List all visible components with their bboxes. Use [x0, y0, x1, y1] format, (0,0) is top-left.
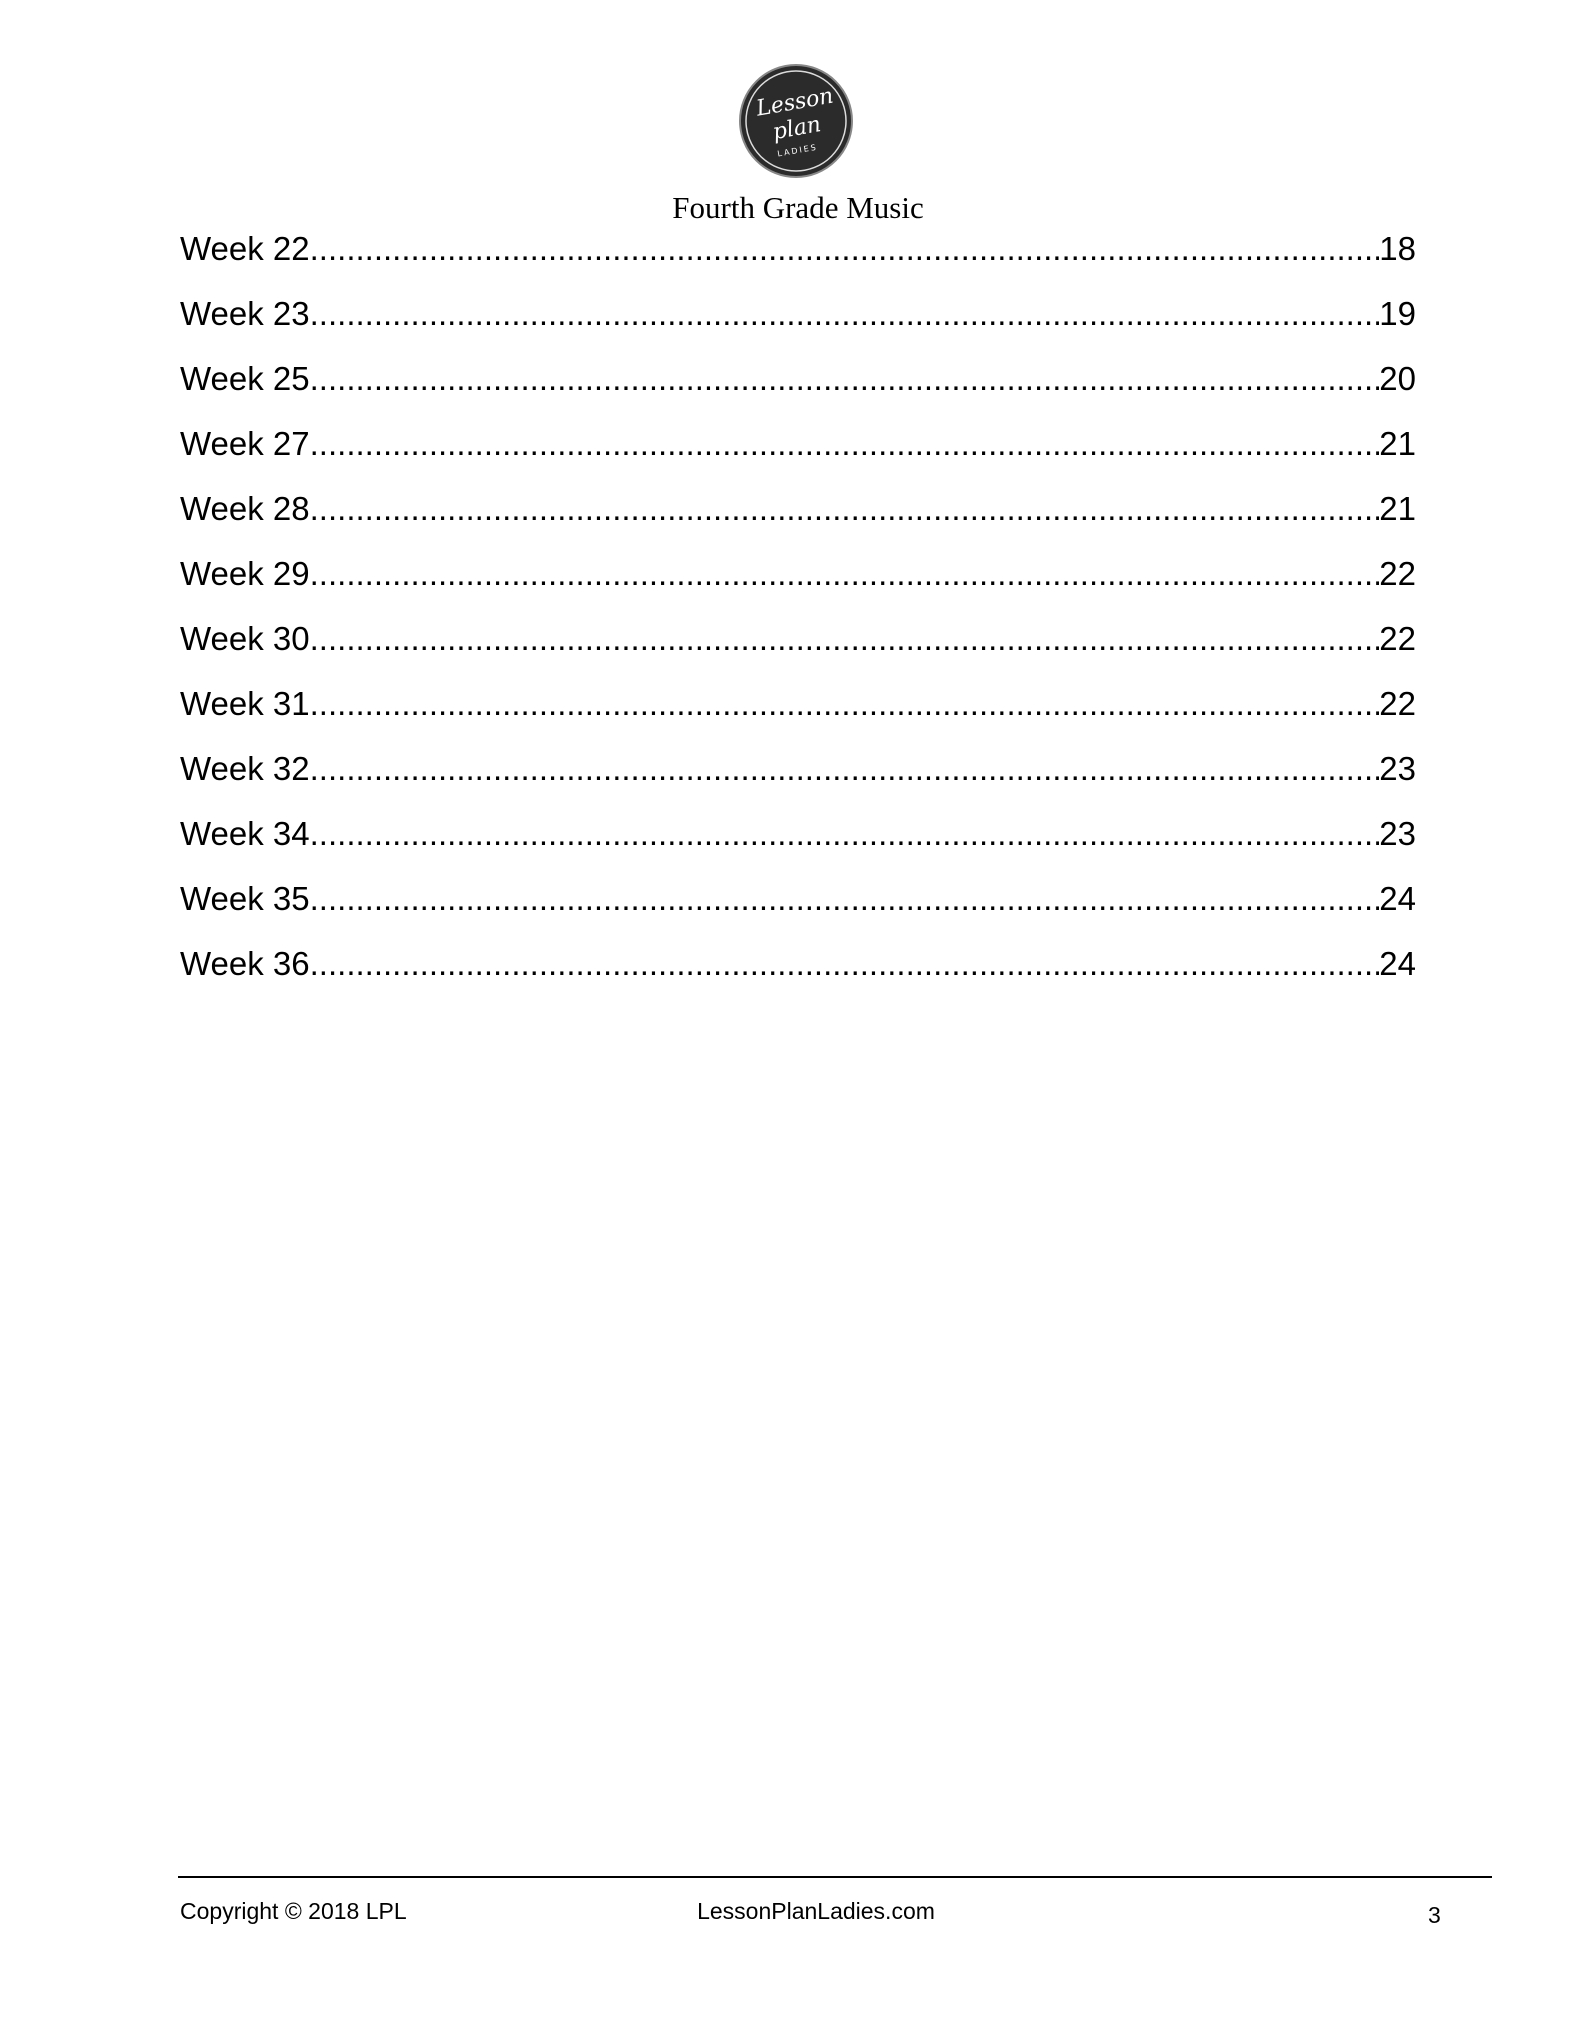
- toc-entry[interactable]: [180, 551, 1416, 616]
- toc-entry[interactable]: [180, 421, 1416, 486]
- toc-entry-label: Week 31: [180, 685, 310, 722]
- table-of-contents: [180, 226, 1416, 1006]
- toc-entry-page: 22: [1379, 620, 1416, 657]
- toc-entry[interactable]: [180, 681, 1416, 746]
- toc-dot-leader: [310, 486, 1380, 532]
- toc-entry-label: Week 22: [180, 230, 310, 267]
- toc-entry-page: 24: [1379, 945, 1416, 982]
- toc-entry-label: Week 28: [180, 490, 310, 527]
- toc-entry-label: Week 32: [180, 750, 310, 787]
- toc-entry[interactable]: [180, 746, 1416, 811]
- toc-dot-leader: [310, 746, 1380, 792]
- toc-entry[interactable]: [180, 291, 1416, 356]
- lesson-plan-ladies-logo: [738, 63, 854, 179]
- toc-entry-label: Week 34: [180, 815, 310, 852]
- toc-entry[interactable]: [180, 356, 1416, 421]
- logo-text-lesson: Lesson: [754, 83, 836, 122]
- toc-dot-leader: [310, 226, 1380, 272]
- toc-dot-leader: [310, 811, 1380, 857]
- toc-entry-page: 23: [1379, 750, 1416, 787]
- toc-dot-leader: [310, 551, 1380, 597]
- document-title: Fourth Grade Music: [672, 190, 924, 225]
- toc-entry[interactable]: [180, 941, 1416, 1006]
- toc-entry[interactable]: [180, 226, 1416, 291]
- toc-entry-label: Week 35: [180, 880, 310, 917]
- footer-website: [0, 1896, 1596, 1926]
- toc-entry-label: Week 23: [180, 295, 310, 332]
- toc-dot-leader: [310, 616, 1380, 662]
- toc-entry-page: 21: [1379, 425, 1416, 462]
- toc-entry-page: 22: [1379, 685, 1416, 722]
- toc-entry-page: 24: [1379, 880, 1416, 917]
- toc-entry[interactable]: [180, 811, 1416, 876]
- footer-divider: [178, 1876, 1492, 1878]
- toc-dot-leader: [310, 291, 1380, 337]
- toc-entry[interactable]: [180, 876, 1416, 941]
- toc-dot-leader: [310, 876, 1380, 922]
- toc-entry-label: Week 36: [180, 945, 310, 982]
- toc-entry[interactable]: [180, 486, 1416, 551]
- footer-website-text: LessonPlanLadies.com: [697, 1898, 935, 1924]
- footer-page-number: 3: [1428, 1902, 1441, 1928]
- toc-entry-page: 21: [1379, 490, 1416, 527]
- toc-entry-page: 22: [1379, 555, 1416, 592]
- logo-text-ladies: LADIES: [776, 142, 819, 159]
- toc-entry-label: Week 30: [180, 620, 310, 657]
- logo-text-plan: plan: [770, 112, 823, 146]
- toc-dot-leader: [310, 681, 1380, 727]
- toc-entry-page: 20: [1379, 360, 1416, 397]
- toc-entry-label: Week 29: [180, 555, 310, 592]
- toc-dot-leader: [310, 421, 1380, 467]
- toc-entry-label: Week 27: [180, 425, 310, 462]
- toc-dot-leader: [310, 356, 1380, 402]
- footer-copyright: Copyright © 2018 LPL: [180, 1898, 407, 1924]
- toc-entry-page: 18: [1379, 230, 1416, 267]
- toc-entry-page: 23: [1379, 815, 1416, 852]
- toc-entry-page: 19: [1379, 295, 1416, 332]
- toc-dot-leader: [310, 941, 1380, 987]
- toc-entry-label: Week 25: [180, 360, 310, 397]
- toc-entry[interactable]: [180, 616, 1416, 681]
